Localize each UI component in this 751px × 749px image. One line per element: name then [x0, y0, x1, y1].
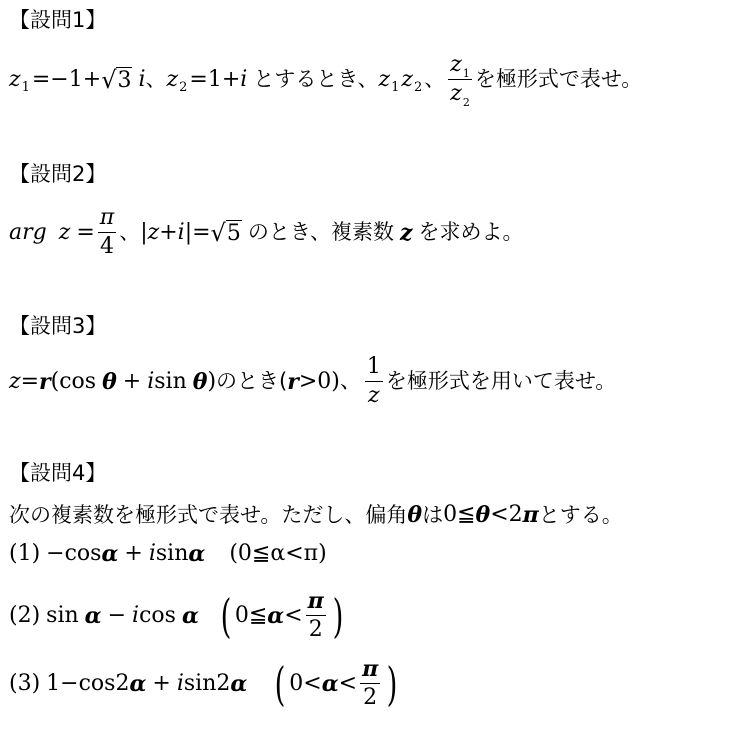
z1-sub: 1: [21, 80, 30, 95]
part1-label: (1): [9, 541, 41, 566]
q2-z2: z: [400, 219, 413, 246]
q2-fraction: $\frac{\pi}{4}$: [99, 205, 115, 259]
q3-sin: sin: [154, 368, 187, 394]
part3-label: (3): [9, 670, 41, 696]
q3-i: i: [147, 368, 155, 394]
q3-z: z: [9, 368, 21, 394]
part1-range: (0≦α<π): [229, 541, 327, 566]
q1-text1: とするとき、: [253, 67, 379, 91]
open-paren: (: [274, 656, 286, 711]
sqrt-5: √ 5: [210, 219, 241, 247]
z1-var: z: [9, 66, 21, 92]
open-paren: (: [220, 588, 232, 643]
q2-eq2: =: [192, 219, 211, 245]
q4-intro: 次の複素数を極形式で表せ。ただし、偏角 θ は 0≦ θ <2 π とする。: [9, 502, 623, 528]
q2-text2: を求めよ。: [418, 220, 524, 244]
q2-statement: [9, 207, 524, 258]
q1-statement: z 1 =−1+ √ 3 i 、 z 2 =1+ i とするとき、 z 1 z 2 、 $\frac{z_1}{z_2}$ を極形式で表せ。: [9, 52, 643, 109]
q3-heading: 【設問3】: [9, 314, 107, 338]
q3-close: ): [207, 368, 217, 394]
sqrt-3: √ 3: [101, 66, 132, 94]
arg-label: arg: [9, 219, 47, 245]
prod-z1: z: [378, 66, 391, 92]
prod-z2: z: [401, 66, 413, 92]
q3-theta1: θ: [102, 368, 117, 395]
part3-fraction: $\frac{\pi}{2}$: [362, 656, 379, 710]
q4-part2: (2) sin α − i cos α ( 0≦ α < $\frac{\pi}{2}$ ): [9, 588, 344, 643]
q3-open: (cos: [50, 368, 97, 394]
part2-label: (2): [9, 602, 41, 628]
q2-sep: 、: [119, 220, 141, 244]
q1-sep2: 、: [424, 67, 446, 91]
q2-text1: のとき、複素数: [247, 220, 395, 244]
q2-eq: =: [76, 219, 95, 245]
z2-sub: 2: [179, 80, 188, 95]
z1-eq: =−1+: [31, 66, 102, 92]
q3-plus: +: [122, 368, 142, 394]
q2-z: z: [58, 219, 71, 245]
q3-text1: のとき(: [216, 369, 288, 393]
q3-text2: を極形式を用いて表せ。: [385, 369, 617, 393]
close-paren: ): [386, 656, 398, 711]
q4-heading: 【設問4】: [9, 461, 107, 485]
q1-heading: 【設問1】: [9, 8, 107, 32]
q1-text2: を極形式で表せ。: [474, 67, 643, 91]
q3-r: r: [39, 368, 51, 395]
q1-i1: i: [138, 66, 146, 92]
part2-fraction: $\frac{\pi}{2}$: [307, 588, 324, 642]
z2-var: z: [166, 66, 179, 92]
q4-part3: (3) 1−cos2 α + i sin2 α ( 0< α < $\frac{\pi}{2}$ ): [9, 656, 398, 711]
q3-r2: r: [287, 368, 299, 395]
q4-part1: (1) −cos α + i sin α (0≦α<π): [9, 541, 327, 567]
q3-theta2: θ: [192, 368, 208, 395]
q1-sep1: 、: [145, 67, 167, 91]
q2-abs: |z+i|: [140, 219, 193, 245]
q3-fraction: $\frac{1}{z}$: [366, 354, 381, 408]
q3-eq: =: [20, 368, 40, 394]
q2-heading: 【設問2】: [9, 162, 107, 186]
q3-statement: [9, 356, 616, 407]
q3-cond: >0)、: [298, 368, 362, 394]
q1-i2: i: [240, 66, 248, 92]
q1-fraction: $\frac{z_1}{z_2}$: [450, 52, 470, 109]
close-paren: ): [332, 588, 344, 643]
z2-eq: =1+: [189, 66, 241, 92]
